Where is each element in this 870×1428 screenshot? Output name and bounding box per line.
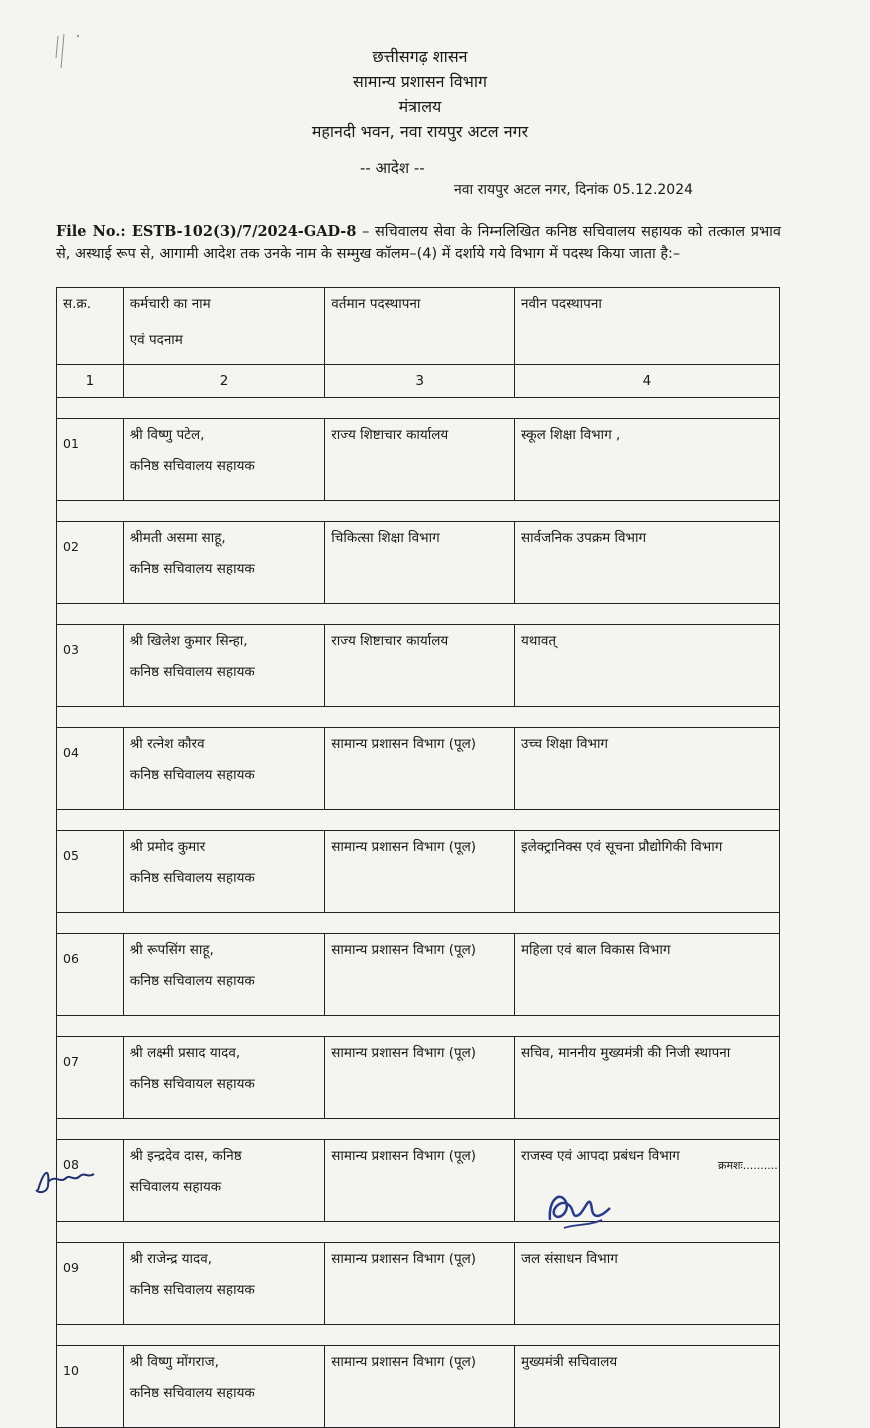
table-row xyxy=(57,419,780,501)
order-title: -- आदेश -- xyxy=(360,159,425,177)
employee-name: श्री इन्द्रदेव दास, कनिष्ठ xyxy=(129,1148,242,1164)
current-posting xyxy=(325,625,515,707)
header-serial: स.क्र. xyxy=(57,288,124,365)
current-posting xyxy=(325,522,515,604)
serial-number: 04 xyxy=(57,728,124,810)
employee-cell xyxy=(123,934,325,1016)
employee-designation: कनिष्ठ सचिवालय सहायक xyxy=(129,458,255,474)
header-address: महानदी भवन, नवा रायपुर अटल नगर xyxy=(311,122,529,141)
row-separator-cell xyxy=(57,398,780,419)
current-posting-text: राज्य शिष्टाचार कार्यालय xyxy=(331,633,449,649)
row-separator-cell xyxy=(57,707,780,728)
table-row xyxy=(57,522,780,604)
employee-designation: सचिवालय सहायक xyxy=(129,1179,222,1195)
table-row xyxy=(57,1243,780,1325)
row-separator-cell xyxy=(57,1119,780,1140)
header-ministry: मंत्रालय xyxy=(398,97,442,116)
current-posting-text: सामान्य प्रशासन विभाग (पूल) xyxy=(331,1148,477,1164)
row-separator-cell xyxy=(57,810,780,831)
new-posting: सचिव, माननीय मुख्यमंत्री की निजी स्थापना xyxy=(514,1037,779,1119)
current-posting xyxy=(325,419,515,501)
serial-number: 08 xyxy=(57,1140,124,1222)
header-name-line1: कर्मचारी का नाम xyxy=(129,296,211,312)
current-posting-text: सामान्य प्रशासन विभाग (पूल) xyxy=(331,839,477,855)
place-and-date: नवा रायपुर अटल नगर, दिनांक 05.12.2024 xyxy=(454,182,694,198)
employee-cell xyxy=(123,625,325,707)
employee-cell xyxy=(123,1037,325,1119)
row-separator-cell xyxy=(57,501,780,522)
row-separator-cell xyxy=(57,913,780,934)
row-separator xyxy=(57,604,780,625)
new-posting: मुख्यमंत्री सचिवालय xyxy=(514,1346,779,1428)
employee-designation: कनिष्ठ सचिवालय सहायक xyxy=(129,1385,255,1401)
header-current-posting: वर्तमान पदस्थापना xyxy=(325,288,515,365)
employee-name: श्रीमती असमा साहू, xyxy=(129,530,226,546)
header-new-posting: नवीन पदस्थापना xyxy=(514,288,779,365)
table-row xyxy=(57,1140,780,1222)
header-name-line2: एवं पदनाम xyxy=(129,332,183,348)
employee-cell xyxy=(123,1243,325,1325)
new-posting: महिला एवं बाल विकास विभाग xyxy=(514,934,779,1016)
current-posting xyxy=(325,1140,515,1222)
employee-name: श्री राजेन्द्र यादव, xyxy=(129,1251,213,1267)
table-row xyxy=(57,934,780,1016)
signature-initials-left-icon xyxy=(30,1160,100,1200)
header-name xyxy=(123,288,325,365)
current-posting xyxy=(325,1037,515,1119)
employee-name: श्री खिलेश कुमार सिन्हा, xyxy=(129,633,248,649)
employee-cell xyxy=(123,1140,325,1222)
employee-name: श्री रत्नेश कौरव xyxy=(129,736,205,752)
serial-number: 06 xyxy=(57,934,124,1016)
current-posting xyxy=(325,1346,515,1428)
new-posting: राजस्व एवं आपदा प्रबंधन विभाग xyxy=(514,1140,779,1222)
employee-designation: कनिष्ठ सचिवालय सहायक xyxy=(129,973,255,989)
new-posting: इलेक्ट्रानिक्स एवं सूचना प्रौद्योगिकी विभाग xyxy=(514,831,779,913)
column-number: 2 xyxy=(123,365,325,398)
new-posting: स्कूल शिक्षा विभाग , xyxy=(514,419,779,501)
current-posting-text: चिकित्सा शिक्षा विभाग xyxy=(331,530,440,546)
row-separator xyxy=(57,1016,780,1037)
current-posting-text: सामान्य प्रशासन विभाग (पूल) xyxy=(331,942,477,958)
row-separator xyxy=(57,398,780,419)
employee-designation: कनिष्ठ सचिवालय सहायक xyxy=(129,561,255,577)
serial-number: 07 xyxy=(57,1037,124,1119)
serial-number: 09 xyxy=(57,1243,124,1325)
current-posting-text: सामान्य प्रशासन विभाग (पूल) xyxy=(331,736,477,752)
current-posting-text: सामान्य प्रशासन विभाग (पूल) xyxy=(331,1354,477,1370)
column-number: 3 xyxy=(325,365,515,398)
table-row xyxy=(57,728,780,810)
serial-number: 05 xyxy=(57,831,124,913)
row-separator xyxy=(57,1325,780,1346)
current-posting-text: राज्य शिष्टाचार कार्यालय xyxy=(331,427,449,443)
serial-number: 03 xyxy=(57,625,124,707)
employee-designation: कनिष्ठ सचिवालय सहायक xyxy=(129,870,255,886)
row-separator xyxy=(57,707,780,728)
employee-name: श्री रूपसिंग साहू, xyxy=(129,942,214,958)
row-separator xyxy=(57,501,780,522)
employee-name: श्री प्रमोद कुमार xyxy=(129,839,206,855)
current-posting xyxy=(325,934,515,1016)
employee-cell xyxy=(123,419,325,501)
document-header xyxy=(0,44,840,144)
row-separator xyxy=(57,913,780,934)
employee-name: श्री विष्णु पटेल, xyxy=(129,427,205,443)
file-number: File No.: ESTB-102(3)/7/2024-GAD-8 xyxy=(56,223,357,240)
header-government: छत्तीसगढ़ शासन xyxy=(372,47,468,66)
new-posting: यथावत् xyxy=(514,625,779,707)
intro-text: – सचिवालय सेवा के निम्नलिखित कनिष्ठ सचिवालय सहायक को तत्काल प्रभाव से, अस्थाई रूप से, आगामी आदेश तक उनके नाम के सम्मुख कॉलम–(4) में दर्शाये गये विभाग में पदस्थ किया जाता है:– xyxy=(56,224,781,262)
current-posting-text: सामान्य प्रशासन विभाग (पूल) xyxy=(331,1251,477,1267)
column-number-row xyxy=(57,365,780,398)
table-header-row xyxy=(57,288,780,365)
current-posting xyxy=(325,831,515,913)
employee-cell xyxy=(123,522,325,604)
continued-note: क्रमशः.......... xyxy=(718,1159,778,1172)
current-posting xyxy=(325,1243,515,1325)
employee-designation: कनिष्ठ सचिवालय सहायक xyxy=(129,664,255,680)
order-intro-paragraph xyxy=(56,221,781,265)
current-posting xyxy=(325,728,515,810)
signature-right-icon xyxy=(540,1180,620,1240)
serial-number: 02 xyxy=(57,522,124,604)
row-separator xyxy=(57,810,780,831)
table-row xyxy=(57,831,780,913)
serial-number: 01 xyxy=(57,419,124,501)
new-posting: सार्वजनिक उपक्रम विभाग xyxy=(514,522,779,604)
new-posting: उच्च शिक्षा विभाग xyxy=(514,728,779,810)
employee-name: श्री विष्णु मोंगराज, xyxy=(129,1354,219,1370)
employee-cell xyxy=(123,1346,325,1428)
employee-cell xyxy=(123,831,325,913)
employee-cell xyxy=(123,728,325,810)
serial-number: 10 xyxy=(57,1346,124,1428)
employee-designation: कनिष्ठ सचिवालय सहायक xyxy=(129,1282,255,1298)
posting-table xyxy=(56,287,780,1428)
employee-name: श्री लक्ष्मी प्रसाद यादव, xyxy=(129,1045,241,1061)
column-number: 4 xyxy=(514,365,779,398)
row-separator-cell xyxy=(57,1325,780,1346)
row-separator-cell xyxy=(57,1016,780,1037)
table-row xyxy=(57,1037,780,1119)
table-row xyxy=(57,625,780,707)
column-number: 1 xyxy=(57,365,124,398)
row-separator-cell xyxy=(57,1222,780,1243)
header-department: सामान्य प्रशासन विभाग xyxy=(352,72,488,91)
table-row xyxy=(57,1346,780,1428)
current-posting-text: सामान्य प्रशासन विभाग (पूल) xyxy=(331,1045,477,1061)
row-separator xyxy=(57,1222,780,1243)
new-posting: जल संसाधन विभाग xyxy=(514,1243,779,1325)
employee-designation: कनिष्ठ सचिवायल सहायक xyxy=(129,1076,255,1092)
row-separator-cell xyxy=(57,604,780,625)
row-separator xyxy=(57,1119,780,1140)
employee-designation: कनिष्ठ सचिवालय सहायक xyxy=(129,767,255,783)
